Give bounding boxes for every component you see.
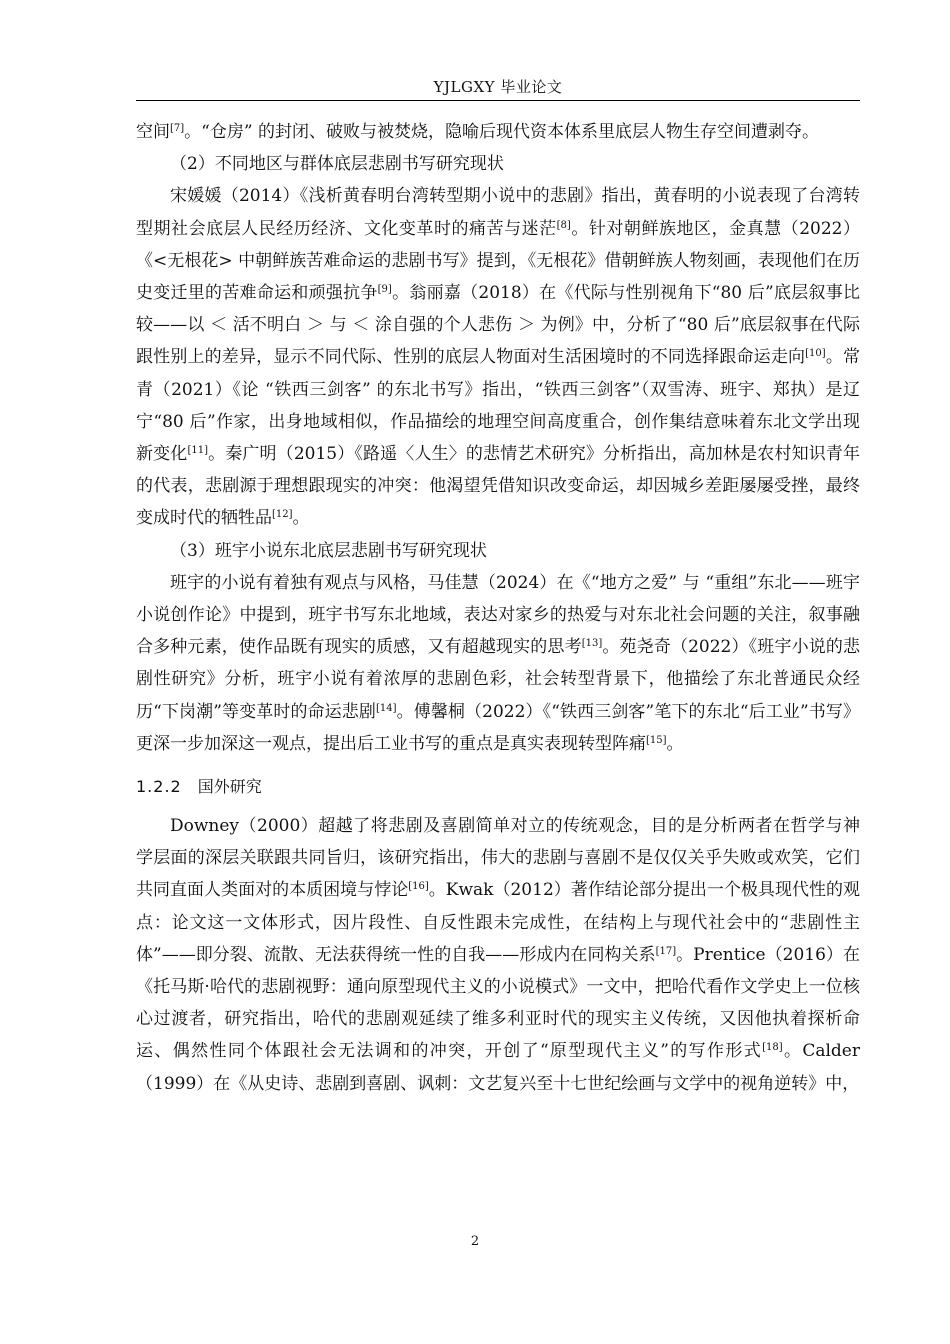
citation[interactable]: [17]	[655, 945, 677, 957]
citation[interactable]: [7]	[170, 123, 185, 134]
citation[interactable]: [13]	[581, 638, 603, 650]
citation[interactable]: [18]	[762, 1042, 783, 1054]
page-body	[136, 116, 860, 1100]
section-number: 1.2.2	[136, 777, 182, 797]
paragraph-foreign-research: Downey（2000）超越了将悲剧及喜剧简单对立的传统观念，目的是分析两者在哲学与神学层面的深层关联跟共同旨归，该研究指出，伟大的悲剧与喜剧不是仅仅关乎失败或欢笑，它们共同直面人类面对的本质困境与悖论[16]。Kwak（2012）著作结论部分提出一个极具现代性的观点：论文这一文体形式，因片段性、自反性跟未完成性，在结构上与现代社会中的“悲剧性主体”——即分裂、流散、无法获得统一性的自我——形成内在同构关系[17]。Prentice（2016）在《托马斯·哈代的悲剧视野：通向原型现代主义的小说模式》一文中，把哈代看作文学史上一位核心过渡者，研究指出，哈代的悲剧观延续了维多利亚时代的现实主义传统，又因他执着探析命运、偶然性同个体跟社会无法调和的冲突，开创了“原型现代主义”的写作形式[18]。Calder（1999）在《从史诗、悲剧到喜剧、讽刺：文艺复兴至十七世纪绘画与文学中的视角逆转》中，	[136, 816, 860, 1094]
page-header: YJLGXY 毕业论文	[433, 78, 563, 96]
subheading-regional-research: （2）不同地区与群体底层悲剧书写研究现状	[170, 154, 504, 175]
page-number: 2	[470, 1234, 480, 1249]
citation[interactable]: [15]	[646, 734, 667, 746]
header-rule	[136, 100, 860, 101]
subheading-banyu-research: （3）班宇小说东北底层悲剧书写研究现状	[170, 540, 487, 561]
citation[interactable]: [14]	[375, 702, 397, 714]
paragraph-banyu-research: 班宇的小说有着独有观点与风格，马佳慧（2024）在《“地方之爱” 与 “重组”东北——班宇小说创作论》中提到，班宇书写东北地域，表达对家乡的热爱与对东北社会问题的关注，叙事融合多种元素，使作品既有现实的质感，又有超越现实的思考[13]。苑尧奇（2022）《班宇小说的悲剧性研究》分析，班宇小说有着浓厚的悲剧色彩，社会转型背景下，他描绘了东北普通民众经历“下岗潮”等变革时的命运悲剧[14]。傅馨桐（2022）《“铁西三剑客”笔下的东北“后工业”书写》更深一步加深这一观点，提出后工业书写的重点是真实表现转型阵痛[15]。	[136, 572, 861, 754]
citation[interactable]: [10]	[805, 348, 826, 360]
citation[interactable]: [11]	[187, 445, 208, 457]
citation[interactable]: [9]	[377, 284, 392, 296]
paragraph-continuation: 空间[7]。“仓房” 的封闭、破败与被焚烧，隐喻后现代资本体系里底层人物生存空间遭剥夺。	[136, 122, 819, 142]
section-title: 国外研究	[197, 777, 262, 797]
paragraph-regional-research: 宋媛媛（2014）《浅析黄春明台湾转型期小说中的悲剧》指出，黄春明的小说表现了台湾转型期社会底层人民经历经济、文化变革时的痛苦与迷茫[8]。针对朝鲜族地区，金真慧（2022）《<无根花> 中朝鲜族苦难命运的悲剧书写》提到，《无根花》借朝鲜族人物刻画，表现他们在历史变迁里的苦难命运和顽强抗争[9]。翁丽嘉（2018）在《代际与性别视角下“80 后”底层叙事比较——以 ＜ 活不明白 ＞ 与 ＜ 涂自强的个人悲伤 ＞ 为例》中，分析了“80 后”底层叙事在代际跟性别上的差异，显示不同代际、性别的底层人物面对生活困境时的不同选择跟命运走向[10]。常青（2021）《论 “铁西三剑客” 的东北书写》指出，“铁西三剑客”（双雪涛、班宇、郑执）是辽宁“80 后”作家，出身地域相似，作品描绘的地理空间高度重合，创作集结意味着东北文学出现新变化[11]。秦广明（2015）《路遥〈人生〉的悲情艺术研究》分析指出，高加林是农村知识青年的代表，悲剧源于理想跟现实的冲突：他渴望凭借知识改变命运，却因城乡差距屡屡受挫，最终变成时代的牺牲品[12]。	[136, 186, 861, 529]
citation[interactable]: [12]	[272, 509, 293, 521]
citation[interactable]: [8]	[556, 219, 571, 231]
section-heading	[136, 774, 860, 800]
citation[interactable]: [16]	[408, 881, 429, 893]
